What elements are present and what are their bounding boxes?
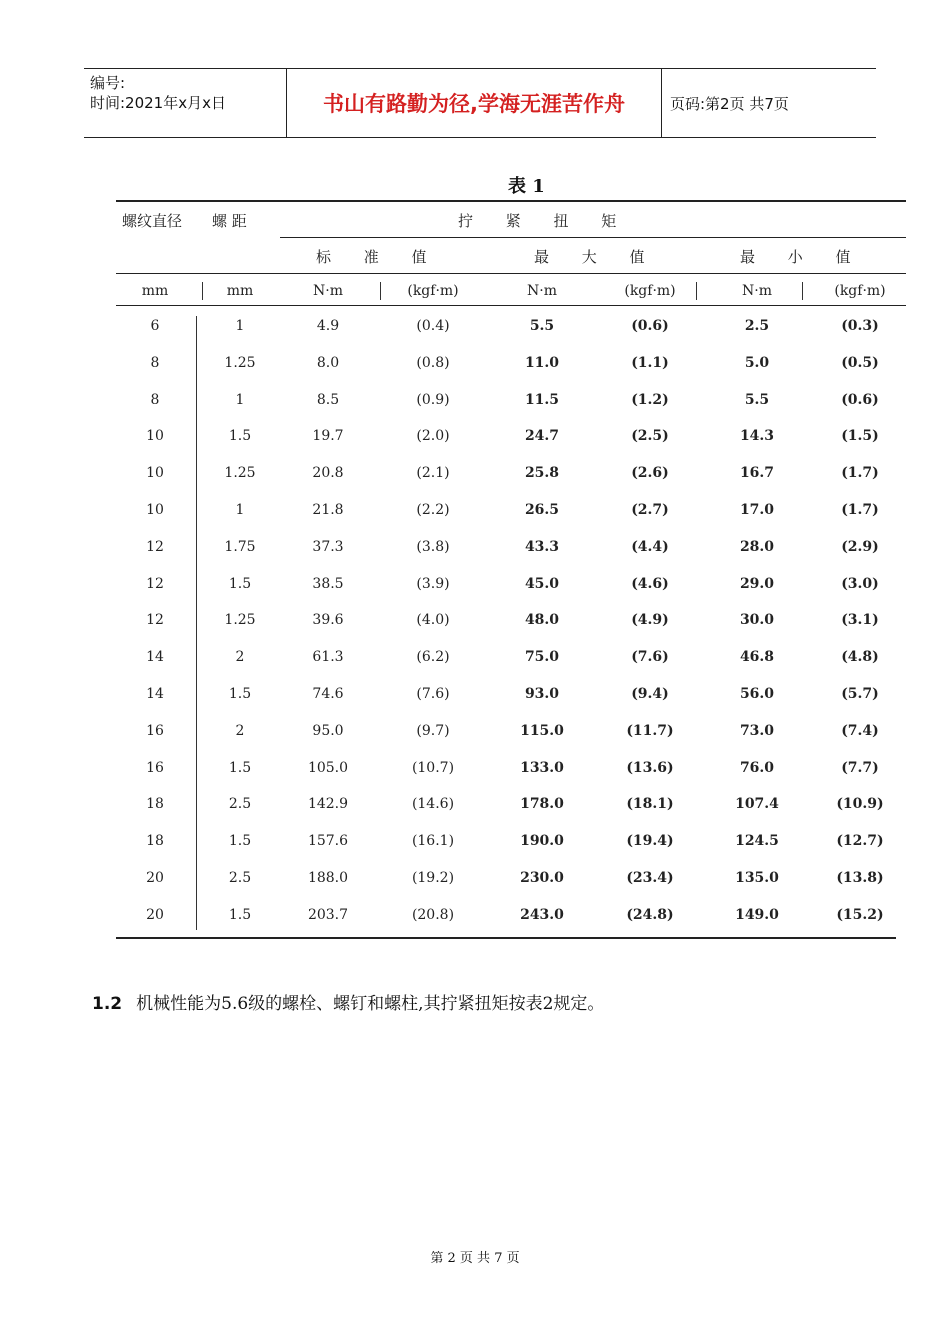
cell-standard-nm: 8.5	[316, 391, 340, 408]
cell-min-kgfm: (0.3)	[841, 318, 879, 334]
unit-standard-nm: N·m	[313, 283, 343, 299]
cell-pitch: 1.5	[228, 906, 252, 923]
header-torque-group: 拧 紧 扭 矩	[458, 212, 631, 230]
torque-group-rule	[280, 237, 906, 238]
cell-standard-kgfm: (2.0)	[416, 428, 450, 445]
cell-standard-kgfm: (6.2)	[416, 649, 450, 666]
cell-standard-nm: 8.0	[316, 354, 340, 371]
header-thread-diameter: 螺纹直径	[122, 212, 183, 230]
cell-min-kgfm: (3.0)	[841, 575, 879, 592]
cell-standard-kgfm: (3.8)	[416, 538, 450, 555]
cell-max-nm: 5.5	[529, 318, 555, 334]
cell-pitch: 1.25	[224, 354, 256, 371]
cell-standard-kgfm: (2.2)	[416, 502, 450, 518]
cell-min-nm: 5.5	[744, 391, 770, 408]
cell-min-nm: 46.8	[739, 649, 775, 666]
cell-min-kgfm: (13.8)	[836, 870, 884, 886]
cell-diameter: 12	[146, 538, 164, 555]
cell-max-kgfm: (1.2)	[631, 391, 669, 408]
unit-standard-kgfm: (kgf·m)	[407, 283, 459, 299]
cell-diameter: 14	[146, 649, 164, 666]
cell-min-kgfm: (0.6)	[841, 391, 879, 408]
cell-diameter: 18	[146, 796, 164, 813]
cell-diameter: 20	[146, 870, 164, 886]
cell-min-nm: 73.0	[739, 722, 775, 739]
cell-pitch: 1	[235, 318, 245, 334]
cell-standard-nm: 74.6	[312, 686, 344, 702]
cell-standard-nm: 61.3	[312, 649, 344, 666]
cell-min-nm: 76.0	[739, 759, 775, 776]
cell-standard-nm: 95.0	[312, 722, 344, 739]
cell-standard-kgfm: (4.0)	[416, 612, 450, 629]
cell-max-kgfm: (4.9)	[631, 612, 669, 629]
cell-standard-kgfm: (19.2)	[411, 870, 455, 886]
cell-diameter: 6	[150, 318, 160, 334]
cell-standard-nm: 19.7	[312, 428, 344, 445]
cell-standard-nm: 21.8	[312, 502, 344, 518]
cell-min-kgfm: (0.5)	[841, 354, 879, 371]
cell-standard-kgfm: (2.1)	[416, 465, 450, 482]
cell-max-kgfm: (2.5)	[631, 428, 669, 445]
table-bottom-rule	[116, 937, 896, 939]
cell-diameter: 10	[146, 502, 164, 518]
cell-max-kgfm: (18.1)	[626, 796, 674, 813]
cell-pitch: 1.25	[224, 465, 256, 482]
unit-max-kgfm: (kgf·m)	[624, 283, 676, 299]
cell-min-nm: 56.0	[739, 686, 775, 702]
cell-pitch: 1	[235, 502, 245, 518]
cell-diameter: 8	[150, 354, 160, 371]
cell-max-nm: 25.8	[524, 465, 560, 482]
cell-max-kgfm: (2.6)	[631, 465, 669, 482]
cell-min-nm: 17.0	[739, 502, 775, 518]
unit-separator	[380, 282, 381, 300]
cell-max-nm: 26.5	[524, 502, 560, 518]
cell-min-kgfm: (1.5)	[841, 428, 879, 445]
header-pitch: 螺 距	[212, 212, 247, 230]
cell-diameter: 8	[150, 391, 160, 408]
cell-standard-nm: 105.0	[307, 759, 349, 776]
cell-diameter: 14	[146, 686, 164, 702]
cell-max-nm: 48.0	[524, 612, 560, 629]
cell-min-kgfm: (7.7)	[841, 759, 879, 776]
cell-max-kgfm: (13.6)	[626, 759, 674, 776]
cell-max-kgfm: (0.6)	[631, 318, 669, 334]
document-number-label: 编号:	[90, 74, 126, 92]
cell-pitch: 1.5	[228, 686, 252, 702]
cell-pitch: 2.5	[228, 870, 252, 886]
cell-min-nm: 29.0	[739, 575, 775, 592]
cell-min-kgfm: (1.7)	[841, 465, 879, 482]
subheader-rule	[116, 273, 906, 274]
cell-min-nm: 107.4	[735, 796, 779, 813]
cell-max-nm: 243.0	[520, 906, 564, 923]
cell-max-nm: 93.0	[524, 686, 560, 702]
cell-max-kgfm: (1.1)	[631, 354, 669, 371]
header-slogan: 书山有路勤为径,学海无涯苦作舟	[286, 69, 662, 137]
cell-pitch: 1.25	[224, 612, 256, 629]
cell-max-nm: 43.3	[524, 538, 560, 555]
cell-min-nm: 5.0	[744, 354, 770, 371]
cell-standard-nm: 20.8	[312, 465, 344, 482]
cell-diameter: 18	[146, 833, 164, 850]
section-paragraph	[92, 989, 604, 1014]
cell-standard-kgfm: (14.6)	[411, 796, 455, 813]
cell-diameter: 16	[146, 759, 164, 776]
header-minimum-value: 最 小 值	[740, 248, 865, 266]
cell-standard-kgfm: (10.7)	[411, 759, 455, 776]
cell-diameter: 10	[146, 428, 164, 445]
cell-pitch: 2	[235, 649, 245, 666]
header-meta	[84, 69, 286, 137]
cell-standard-kgfm: (0.4)	[416, 318, 450, 334]
cell-min-nm: 2.5	[744, 318, 770, 334]
cell-pitch: 2	[235, 722, 245, 739]
unit-max-nm: N·m	[527, 283, 557, 299]
cell-pitch: 1.75	[224, 538, 256, 555]
cell-standard-nm: 4.9	[316, 318, 340, 334]
cell-pitch: 1.5	[228, 428, 252, 445]
cell-standard-nm: 38.5	[312, 575, 344, 592]
unit-min-kgfm: (kgf·m)	[834, 283, 886, 299]
unit-min-nm: N·m	[742, 283, 772, 299]
section-number: 1.2	[92, 994, 123, 1014]
cell-pitch: 1.5	[228, 833, 252, 850]
cell-min-kgfm: (15.2)	[836, 906, 884, 923]
header-standard-value: 标 准 值	[316, 248, 441, 266]
cell-standard-nm: 142.9	[307, 796, 349, 813]
cell-max-nm: 133.0	[520, 759, 564, 776]
cell-max-nm: 45.0	[524, 575, 560, 592]
cell-standard-nm: 203.7	[307, 906, 349, 923]
header-page-label: 页码:第2页 共7页	[670, 94, 789, 113]
cell-pitch: 1.5	[228, 759, 252, 776]
cell-diameter: 12	[146, 612, 164, 629]
document-header	[84, 68, 876, 138]
cell-min-kgfm: (1.7)	[841, 502, 879, 518]
cell-max-kgfm: (4.4)	[631, 538, 669, 555]
table-title: 表 1	[508, 176, 545, 197]
cell-standard-nm: 37.3	[312, 538, 344, 555]
cell-max-kgfm: (4.6)	[631, 575, 669, 592]
cell-diameter: 16	[146, 722, 164, 739]
cell-min-kgfm: (5.7)	[841, 686, 879, 702]
cell-standard-kgfm: (16.1)	[411, 833, 455, 850]
header-maximum-value: 最 大 值	[534, 248, 659, 266]
cell-max-nm: 75.0	[524, 649, 560, 666]
cell-max-kgfm: (9.4)	[631, 686, 669, 702]
cell-standard-nm: 188.0	[307, 870, 349, 886]
cell-min-kgfm: (10.9)	[836, 796, 884, 813]
cell-standard-kgfm: (0.9)	[416, 391, 450, 408]
cell-standard-kgfm: (7.6)	[416, 686, 450, 702]
cell-pitch: 1.5	[228, 575, 252, 592]
cell-diameter: 20	[146, 906, 164, 923]
cell-standard-kgfm: (20.8)	[411, 906, 455, 923]
page-footer: 第 2 页 共 7 页	[430, 1251, 520, 1266]
cell-min-nm: 149.0	[735, 906, 779, 923]
cell-pitch: 2.5	[228, 796, 252, 813]
cell-standard-kgfm: (9.7)	[416, 722, 450, 739]
cell-max-kgfm: (2.7)	[631, 502, 669, 518]
cell-max-nm: 190.0	[520, 833, 564, 850]
cell-max-kgfm: (7.6)	[631, 649, 669, 666]
cell-max-kgfm: (19.4)	[626, 833, 674, 850]
cell-min-nm: 14.3	[739, 428, 775, 445]
cell-max-nm: 230.0	[520, 870, 564, 886]
cell-min-nm: 16.7	[739, 465, 775, 482]
cell-max-kgfm: (11.7)	[626, 722, 674, 739]
cell-standard-nm: 39.6	[312, 612, 344, 629]
document-time-label: 时间:2021年x月x日	[90, 94, 226, 112]
unit-pitch: mm	[226, 283, 254, 299]
units-rule	[116, 305, 906, 306]
table-top-rule	[116, 200, 906, 202]
cell-min-kgfm: (12.7)	[836, 833, 884, 850]
cell-max-kgfm: (23.4)	[626, 870, 674, 886]
cell-min-kgfm: (7.4)	[841, 722, 879, 739]
cell-standard-kgfm: (0.8)	[416, 354, 450, 371]
cell-max-kgfm: (24.8)	[626, 906, 674, 923]
cell-standard-nm: 157.6	[307, 833, 349, 850]
cell-diameter: 10	[146, 465, 164, 482]
cell-min-nm: 135.0	[735, 870, 779, 886]
section-text: 机械性能为5.6级的螺栓、螺钉和螺柱,其拧紧扭矩按表2规定。	[136, 994, 605, 1014]
cell-min-kgfm: (3.1)	[841, 612, 879, 629]
cell-pitch: 1	[235, 391, 245, 408]
cell-max-nm: 11.0	[524, 354, 560, 371]
cell-diameter: 12	[146, 575, 164, 592]
cell-min-kgfm: (4.8)	[841, 649, 879, 666]
cell-min-nm: 28.0	[739, 538, 775, 555]
cell-max-nm: 178.0	[520, 796, 564, 813]
cell-min-nm: 124.5	[735, 833, 779, 850]
cell-min-kgfm: (2.9)	[841, 538, 879, 555]
cell-standard-kgfm: (3.9)	[416, 575, 450, 592]
cell-max-nm: 11.5	[524, 391, 560, 408]
unit-diameter: mm	[141, 283, 169, 299]
cell-max-nm: 24.7	[524, 428, 560, 445]
cell-max-nm: 115.0	[520, 722, 564, 739]
cell-min-nm: 30.0	[739, 612, 775, 629]
